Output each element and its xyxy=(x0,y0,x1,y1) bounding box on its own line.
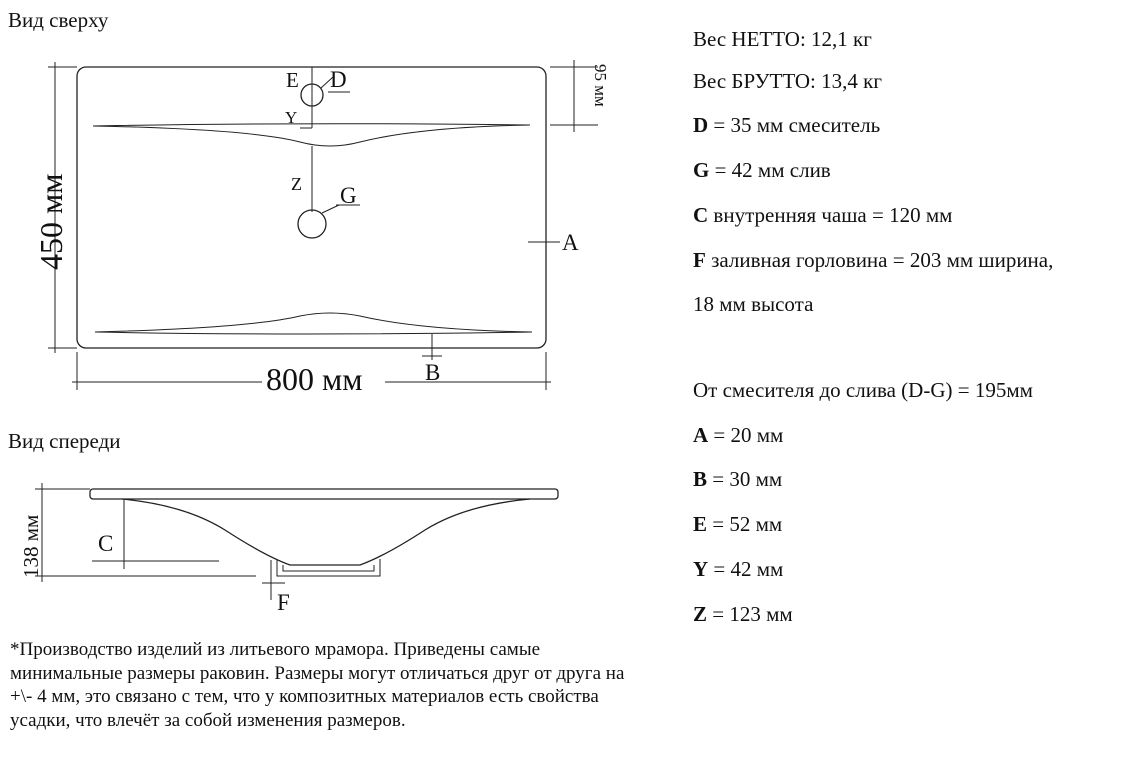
top-view-title: Вид сверху xyxy=(8,8,109,32)
spec-b-text: = 30 мм xyxy=(707,467,783,491)
spec-a-key: A xyxy=(693,423,709,447)
spec-z-key: Z xyxy=(693,602,708,626)
spec-b xyxy=(693,467,782,491)
spec-g xyxy=(693,158,831,182)
spec-c xyxy=(693,203,952,227)
spec-z-text: = 123 мм xyxy=(707,602,793,626)
marker-y: Y xyxy=(285,108,298,127)
spec-y-text: = 42 мм xyxy=(708,557,784,581)
spec-d xyxy=(693,113,880,137)
marker-b: B xyxy=(425,360,441,385)
footnote: *Производство изделий из литьевого мрамора. Приведены самые минимальные размеры раковин. Размеры могут отличаться друг от друга на +\- 4 мм, это связано с тем, что у композитных материалов есть свойства усадки, что влечёт за собой изменения размеров. xyxy=(10,639,625,731)
front-view-title: Вид спереди xyxy=(8,429,121,453)
spec-c-key: C xyxy=(693,203,709,227)
spec-y-key: Y xyxy=(693,557,709,581)
depth-label: 450 мм xyxy=(33,173,69,270)
width-label: 800 мм xyxy=(266,361,363,397)
spec-f-key: F xyxy=(693,248,706,272)
spec-g-text: = 42 мм слив xyxy=(709,158,831,182)
spec-net-weight: Вес НЕТТО: 12,1 кг xyxy=(693,27,872,51)
bowl-edge-front-inner xyxy=(95,332,532,334)
drain-neck-outer xyxy=(277,559,380,576)
spec-e xyxy=(693,512,782,536)
spec-d-text: = 35 мм смеситель xyxy=(708,113,881,137)
spec-gross-weight: Вес БРУТТО: 13,4 кг xyxy=(693,69,882,93)
marker-g: G xyxy=(340,183,357,208)
marker-z: Z xyxy=(291,174,302,194)
spec-b-key: B xyxy=(693,467,708,491)
spec-a-text: = 20 мм xyxy=(708,423,784,447)
bowl-profile-front xyxy=(122,499,530,565)
spec-d-key: D xyxy=(693,113,709,137)
spec-dg-distance: От смесителя до слива (D-G) = 195мм xyxy=(693,378,1033,402)
marker-a: A xyxy=(562,230,579,255)
bowl-edge-front xyxy=(95,313,532,332)
spec-f-text: заливная горловина = 203 мм ширина, xyxy=(705,248,1054,272)
spec-e-text: = 52 мм xyxy=(707,512,783,536)
height-label: 138 мм xyxy=(19,514,43,578)
marker-f: F xyxy=(277,590,290,615)
spec-f-height: 18 мм высота xyxy=(693,292,814,316)
drain-hole xyxy=(298,210,326,238)
spec-a xyxy=(693,423,783,447)
spec-z xyxy=(693,602,793,626)
sink-slab-front xyxy=(90,489,558,499)
drain-neck-inner xyxy=(283,565,374,571)
spec-e-key: E xyxy=(693,512,708,536)
g-leader xyxy=(322,205,339,213)
spec-g-key: G xyxy=(693,158,710,182)
marker-c: C xyxy=(98,531,114,556)
spec-f xyxy=(693,248,1053,272)
marker-e: E xyxy=(286,68,299,92)
spec-c-text: внутренняя чаша = 120 мм xyxy=(708,203,953,227)
spec-y xyxy=(693,557,783,581)
offset-label: 95 мм xyxy=(591,64,610,107)
marker-d: D xyxy=(330,67,347,92)
